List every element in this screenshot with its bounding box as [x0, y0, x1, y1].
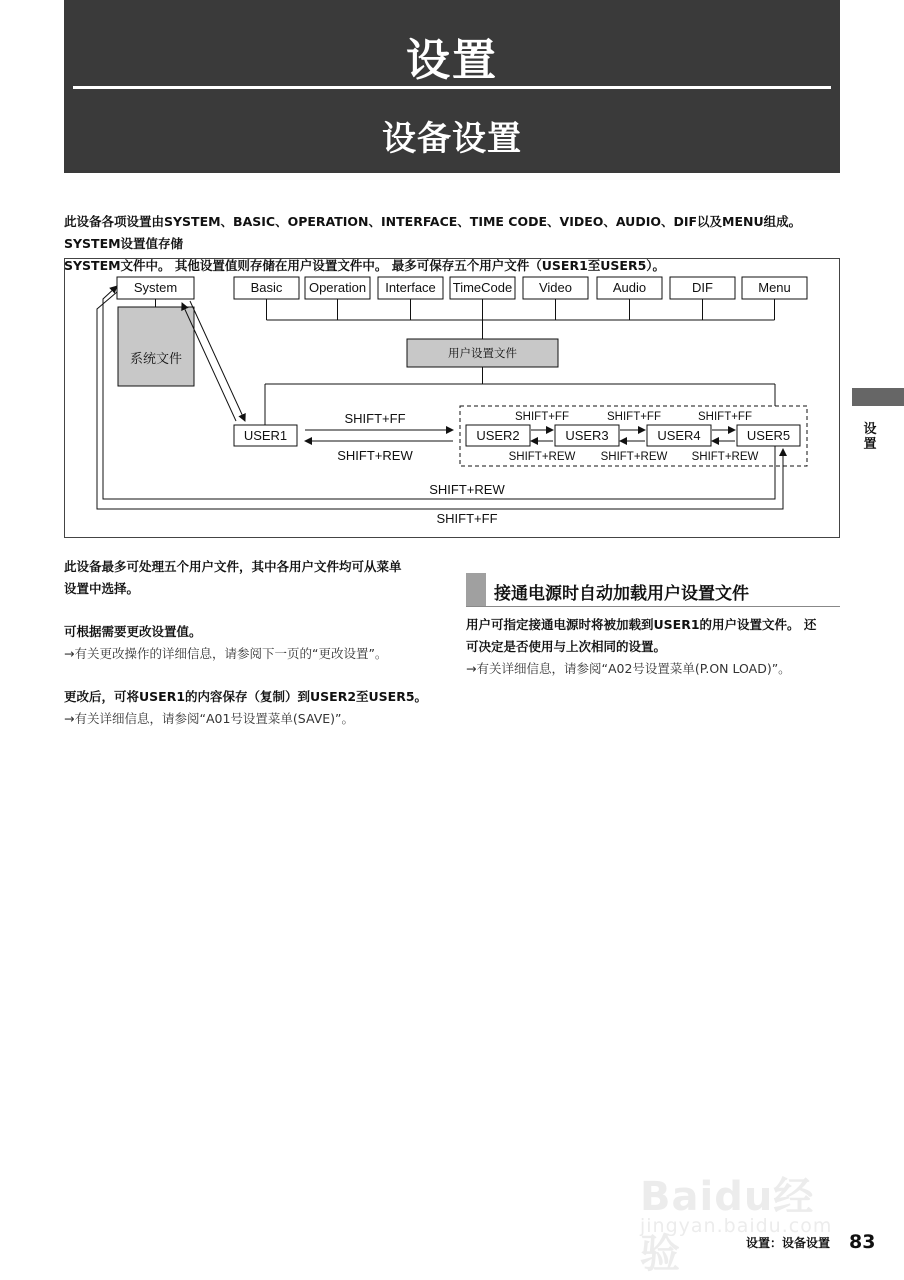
left-column: [64, 556, 444, 730]
category-operation: Operation: [308, 280, 367, 295]
category-interface: Interface: [385, 280, 436, 295]
baidu-watermark: [640, 1165, 855, 1277]
reference-note: →有关详细信息，请参阅“A02号设置菜单(P.ON LOAD)”。: [466, 661, 791, 676]
paragraph-line: 此设备最多可处理五个用户文件，其中各用户文件均可从菜单: [64, 559, 402, 574]
label-user1-shift-ff: SHIFT+FF: [344, 411, 406, 426]
label-4-5-shift-ff: SHIFT+FF: [698, 411, 752, 423]
label-2-3-shift-ff: SHIFT+FF: [515, 411, 569, 423]
label-loop-shift-rew: SHIFT+REW: [429, 482, 505, 497]
paragraph-line: 用户可指定接通电源时将被加载到USER1的用户设置文件。 还: [466, 617, 817, 632]
label-3-4-shift-ff: SHIFT+FF: [607, 411, 661, 423]
paragraph-line: 可决定是否使用与上次相同的设置。: [466, 639, 667, 654]
label-3-4-shift-rew: SHIFT+REW: [600, 451, 668, 463]
user-setting-file-label: 用户设置文件: [448, 348, 517, 360]
user-label-1: USER1: [243, 428, 288, 443]
category-audio: Audio: [612, 280, 647, 295]
category-timecode: TimeCode: [452, 280, 513, 295]
side-label: 设置: [863, 422, 877, 452]
category-dif: DIF: [692, 280, 713, 295]
paragraph-line: 设置中选择。: [64, 581, 140, 596]
label-user1-shift-rew: SHIFT+REW: [337, 448, 413, 463]
user-label-3: USER3: [565, 428, 609, 443]
user-label-5: USER5: [746, 428, 791, 443]
section-title: 设备设置: [382, 119, 522, 159]
user-label-4: USER4: [657, 428, 701, 443]
label-loop-shift-ff: SHIFT+FF: [436, 511, 498, 526]
watermark-domain: jingyan.baidu.com: [640, 1215, 833, 1237]
intro-line: SYSTEM文件中。 其他设置值则存储在用户设置文件中。 最多可保存五个用户文件（USER1至USER5）。: [64, 258, 666, 273]
paragraph-line: 可根据需要更改设置值。: [64, 624, 202, 639]
system-file-label: 系统文件: [129, 351, 183, 366]
subsection-heading: [466, 573, 840, 607]
label-4-5-shift-rew: SHIFT+REW: [691, 451, 759, 463]
right-column: [466, 614, 840, 680]
system-file-box: [118, 307, 194, 386]
page-number: 83: [849, 1231, 876, 1253]
settings-diagram: [64, 258, 840, 538]
chapter-header: [64, 0, 840, 173]
header-divider: [73, 86, 831, 89]
heading-bar: [466, 573, 486, 606]
category-basic: Basic: [250, 280, 283, 295]
label-2-3-shift-rew: SHIFT+REW: [508, 451, 576, 463]
reference-note: →有关更改操作的详细信息，请参阅下一页的“更改设置”。: [64, 646, 388, 661]
category-menu: Menu: [758, 280, 791, 295]
reference-note: →有关详细信息，请参阅“A01号设置菜单(SAVE)”。: [64, 711, 355, 726]
user-label-2: USER2: [476, 428, 520, 443]
intro-line: 此设备各项设置由SYSTEM、BASIC、OPERATION、INTERFACE、TIME CODE、VIDEO、AUDIO、DIF以及MENU组成。 SYSTEM设置值存储: [64, 214, 802, 251]
paragraph-line: 更改后，可将USER1的内容保存（复制）到USER2至USER5。: [64, 689, 428, 704]
chapter-title: 设置: [406, 35, 498, 86]
side-tab: [852, 388, 904, 406]
category-video: Video: [538, 280, 573, 295]
subsection-heading-text: 接通电源时自动加载用户设置文件: [494, 584, 749, 604]
watermark-brand: Baidu经验: [640, 1174, 815, 1277]
settings-diagram-svg: [65, 259, 841, 539]
footer-section-name: 设置：设备设置: [746, 1236, 831, 1250]
system-label: System: [133, 280, 178, 295]
